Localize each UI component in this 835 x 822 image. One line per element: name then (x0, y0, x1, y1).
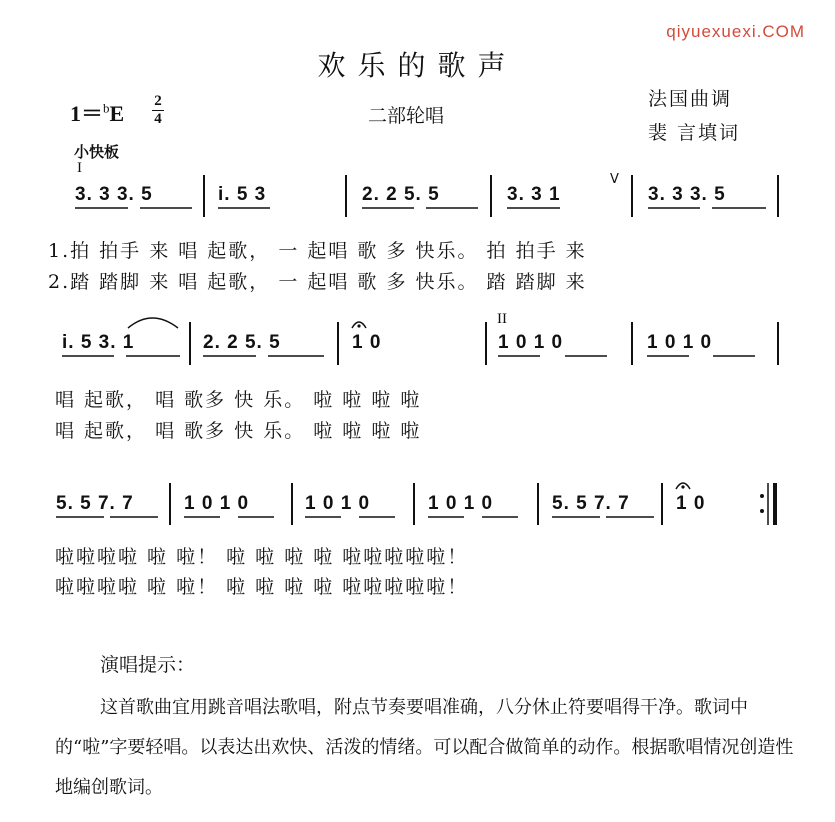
song-title: 欢乐的歌声 (317, 49, 518, 82)
breath-mark: V (610, 172, 619, 187)
measure: i. 5 3 (218, 184, 267, 205)
tips-body: 这首歌曲宜用跳音唱法歌唱，附点节奏要唱准确，八分休止符要唱得干净。歌词中的“啦”字要轻唱。以表达出欢快、活泼的情绪。可以配合做简单的动作。根据歌唱情况创造性地编创歌词。 (55, 697, 794, 798)
slur (128, 318, 178, 328)
beams (56, 208, 766, 517)
lyric-line: 唱 起歌， 唱 歌多 快 乐。 啦 啦 啦 啦 (55, 389, 422, 411)
measure: 3. 3 3. 5 (648, 184, 726, 205)
music-credit: 法国曲调 (648, 88, 733, 110)
watermark: qiyuexuexi.COM (666, 22, 805, 41)
measure: 1 0 1 0 (428, 493, 494, 514)
lyric-line: 啦啦啦啦 啦 啦！ 啦 啦 啦 啦 啦啦啦啦啦！ (55, 546, 469, 568)
lyric-line: 1.拍 拍手 来 唱 起歌， 一 起唱 歌 多 快乐。 拍 拍手 来 (48, 240, 587, 262)
measure: 3. 3 3. 5 (75, 184, 153, 205)
repeat-dots (760, 494, 764, 513)
key-signature: 1＝$^b$E (70, 100, 125, 126)
lyric-line: 唱 起歌， 唱 歌多 快 乐。 啦 啦 啦 啦 (55, 420, 422, 442)
measure: 1 0 1 0 (305, 493, 371, 514)
fermatas (352, 322, 690, 489)
measure: 1 0 1 0 (498, 332, 564, 353)
tempo-marking: 小快板 (74, 144, 120, 161)
measure: 5. 5 7. 7 (552, 493, 630, 514)
part-marker-one: I (77, 160, 82, 176)
subtitle: 二部轮唱 (368, 105, 445, 127)
measure: 3. 3 1 (507, 184, 561, 205)
tips-heading: 演唱提示： (100, 654, 196, 676)
measure: 5. 5 7. 7 (56, 493, 134, 514)
lyrics-credit: 裴 言填词 (648, 122, 741, 144)
lyric-line: 啦啦啦啦 啦 啦！ 啦 啦 啦 啦 啦啦啦啦啦！ (55, 576, 469, 598)
measure: i. 5 3. 1 (62, 332, 135, 353)
bar-lines (170, 175, 778, 525)
lyric-line: 2.踏 踏脚 来 唱 起歌， 一 起唱 歌 多 快乐。 踏 踏脚 来 (48, 271, 587, 293)
time-signature: 2 4 (152, 94, 164, 127)
fermata-dots (357, 324, 684, 488)
measure: 2. 2 5. 5 (362, 184, 440, 205)
measure: 1 0 1 0 (184, 493, 250, 514)
part-marker-two: II (497, 311, 507, 327)
measure: 1 0 1 0 (647, 332, 713, 353)
measure: 2. 2 5. 5 (203, 332, 281, 353)
measure: 1 0 (352, 332, 382, 353)
measure: 1 0 (676, 493, 706, 514)
